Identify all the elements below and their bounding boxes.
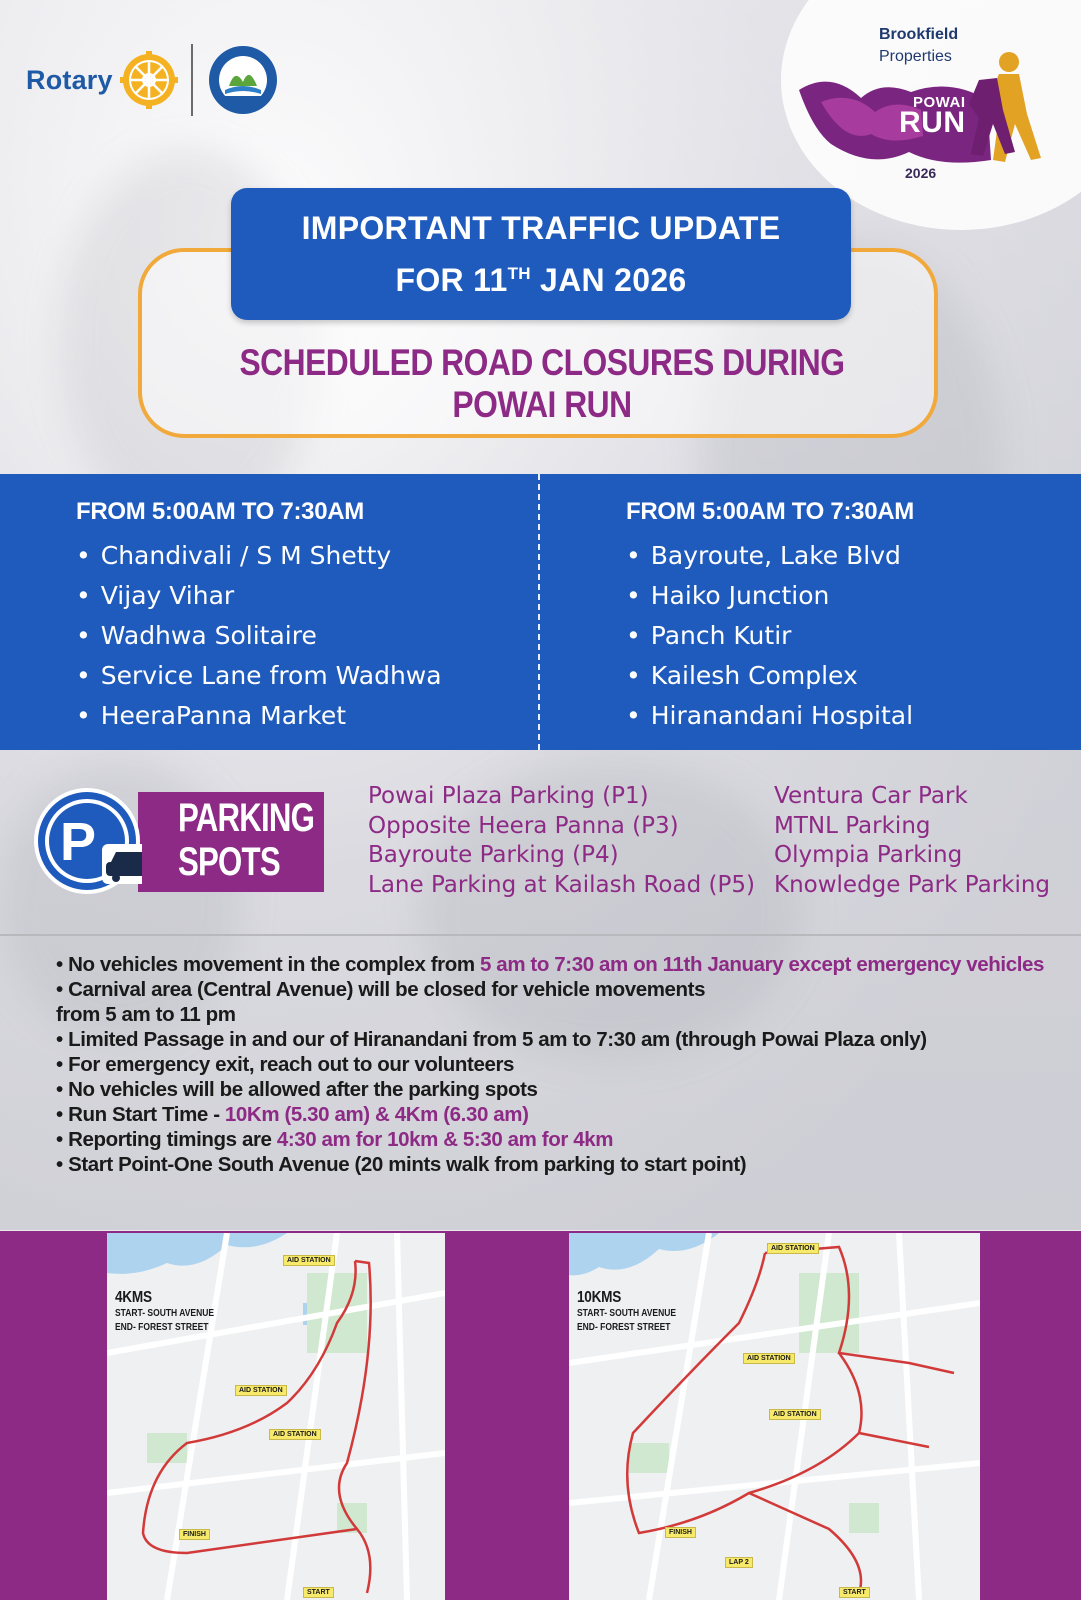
note: [56, 977, 1066, 1027]
map-start-text: START- SOUTH AVENUE: [577, 1308, 677, 1319]
closure-item: • Wadhwa Solitaire: [76, 616, 442, 656]
lap-tag: LAP 2: [725, 1557, 753, 1568]
traffic-notes: [56, 952, 1066, 1177]
run-word: RUN: [899, 106, 966, 139]
parking-spot: Knowledge Park Parking: [774, 871, 1051, 898]
event-year: 2026: [905, 165, 937, 181]
closure-item: • Bayroute, Lake Blvd: [626, 536, 914, 576]
closures-left-heading: FROM 5:00AM TO 7:30AM: [76, 498, 364, 525]
road-closures-panel: [0, 474, 1081, 750]
route-map-4km: [107, 1233, 445, 1600]
map-label-10km: [577, 1289, 693, 1335]
parking-spots-banner: [138, 792, 324, 892]
note: [56, 1102, 1066, 1127]
closure-item: • Haiko Junction: [626, 576, 914, 616]
note: [56, 1127, 1066, 1152]
note-text: • No vehicles movement in the complex from: [56, 953, 481, 976]
closure-item: • Service Lane from Wadhwa: [76, 656, 442, 696]
closure-item: • Panch Kutir: [626, 616, 914, 656]
finish-tag: FINISH: [665, 1527, 696, 1538]
parking-list-2: [774, 782, 1050, 900]
map-end-text: END- FOREST STREET: [577, 1322, 671, 1333]
powai-word: POWAI: [913, 94, 966, 111]
title-line-2: [395, 251, 686, 303]
note-highlight: 10Km (5.30 am) & 4Km (6.30 am): [224, 1103, 529, 1126]
section-divider: [0, 934, 1081, 936]
title-date-prefix: FOR 11: [395, 262, 508, 298]
note-text: from 5 am to 11 pm: [56, 1003, 236, 1026]
map-end-text: END- FOREST STREET: [115, 1322, 209, 1333]
parking-list-1: [368, 782, 755, 900]
car-icon: [102, 844, 142, 884]
rotary-wordmark: Rotary: [26, 64, 113, 95]
rotary-logo: [26, 40, 281, 120]
closure-item: • Kailesh Complex: [626, 656, 914, 696]
note-text: • Reporting timings are: [56, 1128, 277, 1151]
note: [56, 952, 1066, 977]
closures-right: [626, 498, 914, 736]
note-highlight: 5 am to 7:30 am on 11th January except emergency vehicles: [480, 953, 1045, 976]
logo-divider: [191, 44, 193, 116]
closure-item: • Chandivali / S M Shetty: [76, 536, 442, 576]
map-distance: 4KMS: [115, 1289, 152, 1306]
start-tag: START: [839, 1587, 870, 1598]
map-distance: 10KMS: [577, 1289, 622, 1306]
note-highlight: 4:30 am for 10km & 5:30 am for 4km: [276, 1128, 614, 1151]
note: • For emergency exit, reach out to our volunteers: [56, 1053, 515, 1076]
aid-station-tag: AID STATION: [283, 1255, 335, 1266]
aid-station-tag: AID STATION: [269, 1429, 321, 1440]
header: [0, 0, 1081, 180]
start-tag: START: [303, 1587, 334, 1598]
parking-sign-icon: [32, 786, 142, 896]
parking-spot: Bayroute Parking (P4): [368, 842, 619, 868]
rotary-wheel-icon: [119, 50, 179, 110]
map-label-4km: [115, 1289, 231, 1335]
finish-tag: FINISH: [179, 1529, 210, 1540]
parking-spot: MTNL Parking: [774, 812, 931, 839]
parking-spot: Lane Parking at Kailash Road (P5): [368, 871, 755, 898]
parking-banner-line-1: PARKING: [178, 796, 315, 840]
parking-spot: Powai Plaza Parking (P1): [368, 783, 649, 809]
closure-item: • Hiranandani Hospital: [626, 696, 914, 736]
note: • No vehicles will be allowed after the parking spots: [56, 1078, 538, 1101]
closure-item: • HeeraPanna Market: [76, 696, 442, 736]
brookfield-name: Brookfield: [879, 26, 959, 43]
page-subtitle: SCHEDULED ROAD CLOSURES DURING POWAI RUN: [239, 342, 845, 425]
aid-station-tag: AID STATION: [769, 1409, 821, 1420]
aid-station-tag: AID STATION: [767, 1243, 819, 1254]
parking-sign-letter: P: [59, 812, 97, 872]
title-date-sup: TH: [507, 264, 531, 283]
rotary-club-mumbai-lakers-badge: [205, 42, 281, 118]
brookfield-properties: Properties: [879, 48, 952, 65]
parking-banner-line-2: SPOTS: [178, 840, 280, 884]
parking-spot: Olympia Parking: [774, 842, 963, 868]
route-map-10km: [569, 1233, 980, 1600]
parking-spot: Opposite Heera Panna (P3): [368, 812, 679, 839]
note-text: • Run Start Time -: [56, 1103, 225, 1126]
title-date-suffix: JAN 2026: [530, 262, 687, 298]
aid-station-tag: AID STATION: [235, 1385, 287, 1396]
title-line-1: IMPORTANT TRAFFIC UPDATE: [301, 210, 781, 246]
map-start-text: START- SOUTH AVENUE: [115, 1308, 215, 1319]
closures-right-list: [626, 536, 914, 736]
closures-left-list: [76, 536, 442, 736]
title-box: [231, 188, 851, 320]
aid-station-tag: AID STATION: [743, 1353, 795, 1364]
closures-right-heading: FROM 5:00AM TO 7:30AM: [626, 498, 914, 525]
closures-left: [76, 498, 442, 736]
note: • Limited Passage in and our of Hiranandani from 5 am to 7:30 am (through Powai Plaza only): [56, 1028, 927, 1051]
note-text: • Carnival area (Central Avenue) will be closed for vehicle movements: [56, 978, 706, 1001]
closure-item: • Vijay Vihar: [76, 576, 442, 616]
closures-divider: [538, 474, 540, 750]
note: • Start Point-One South Avenue (20 mints walk from parking to start point): [56, 1153, 747, 1176]
parking-spot: Ventura Car Park: [774, 783, 968, 809]
